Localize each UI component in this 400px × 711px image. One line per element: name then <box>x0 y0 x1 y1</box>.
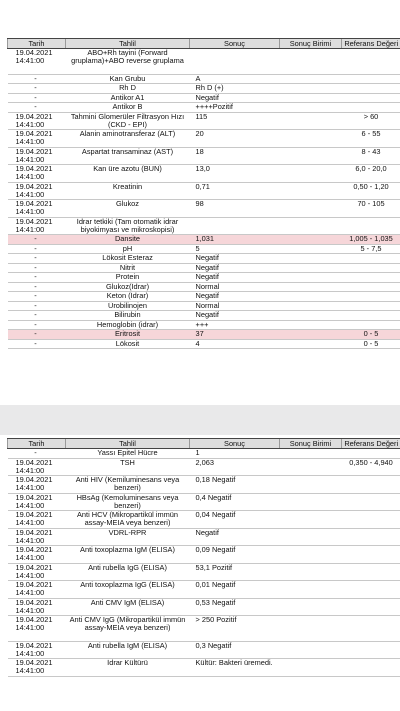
cell-result: 1,031 <box>190 235 280 245</box>
cell-reference <box>342 74 400 84</box>
cell-reference <box>342 449 400 459</box>
cell-date: - <box>8 235 66 245</box>
cell-date: - <box>8 74 66 84</box>
cell-result: Rh D (+) <box>190 84 280 94</box>
cell-reference: 0,50 - 1,20 <box>342 182 400 200</box>
header-test: Tahlil <box>66 39 190 49</box>
cell-test: Keton (İdrar) <box>66 292 190 302</box>
cell-result <box>190 49 280 75</box>
cell-reference <box>342 493 400 511</box>
table-row <box>8 641 400 659</box>
table-row <box>8 282 400 292</box>
cell-test: TSH <box>66 458 190 476</box>
cell-unit <box>280 254 342 264</box>
header-reference: Referans Değeri <box>342 39 400 49</box>
cell-unit <box>280 182 342 200</box>
table-row <box>8 292 400 302</box>
header-unit: Sonuç Birimi <box>280 439 342 449</box>
cell-reference <box>342 641 400 659</box>
cell-reference <box>342 581 400 599</box>
cell-result: 13,0 <box>190 165 280 183</box>
cell-test: ABO+Rh tayini (Forward gruplama)+ABO reverse gruplama <box>66 49 190 75</box>
cell-unit <box>280 49 342 75</box>
cell-date: 19.04.2021 14:41:00 <box>8 217 66 235</box>
table-row <box>8 235 400 245</box>
results-table-1 <box>7 38 400 349</box>
cell-date: 19.04.2021 14:41:00 <box>8 165 66 183</box>
cell-result: 37 <box>190 330 280 340</box>
cell-test: Lökosit Esteraz <box>66 254 190 264</box>
cell-unit <box>280 200 342 218</box>
table-row <box>8 311 400 321</box>
cell-date: 19.04.2021 14:41:00 <box>8 528 66 546</box>
table-row <box>8 301 400 311</box>
cell-reference <box>342 93 400 103</box>
cell-test: Anti CMV IgM (ELISA) <box>66 598 190 616</box>
cell-date: 19.04.2021 14:41:00 <box>8 49 66 75</box>
cell-test: Antikor A1 <box>66 93 190 103</box>
table-row <box>8 339 400 349</box>
cell-unit <box>280 339 342 349</box>
cell-unit <box>280 511 342 529</box>
cell-reference <box>342 511 400 529</box>
cell-reference: 1,005 - 1,035 <box>342 235 400 245</box>
header-unit: Sonuç Birimi <box>280 39 342 49</box>
table-row <box>8 598 400 616</box>
table-row <box>8 84 400 94</box>
cell-result: 4 <box>190 339 280 349</box>
cell-date: - <box>8 254 66 264</box>
cell-test: Rh D <box>66 84 190 94</box>
cell-unit <box>280 165 342 183</box>
cell-test: Anti HCV (Mikropartikül immün assay-MEIA veya benzeri) <box>66 511 190 529</box>
table-header <box>8 439 400 449</box>
cell-result: Negatif <box>190 263 280 273</box>
cell-reference <box>342 616 400 642</box>
cell-unit <box>280 476 342 494</box>
cell-reference <box>342 263 400 273</box>
table-row <box>8 546 400 564</box>
report-page-2 <box>0 435 400 711</box>
cell-unit <box>280 84 342 94</box>
cell-date: - <box>8 449 66 459</box>
table-row <box>8 330 400 340</box>
cell-date: - <box>8 301 66 311</box>
cell-result: 115 <box>190 112 280 130</box>
cell-unit <box>280 330 342 340</box>
cell-unit <box>280 103 342 113</box>
table-row <box>8 493 400 511</box>
cell-unit <box>280 244 342 254</box>
cell-test: Kan Grubu <box>66 74 190 84</box>
cell-test: Yassı Epitel Hücre <box>66 449 190 459</box>
cell-result: > 250 Pozitif <box>190 616 280 642</box>
cell-result: Negatif <box>190 292 280 302</box>
cell-result: 2,063 <box>190 458 280 476</box>
cell-reference <box>342 301 400 311</box>
cell-reference <box>342 598 400 616</box>
table-row <box>8 581 400 599</box>
cell-reference: > 60 <box>342 112 400 130</box>
cell-result: 98 <box>190 200 280 218</box>
cell-reference: 0 - 5 <box>342 330 400 340</box>
cell-reference: 5 - 7,5 <box>342 244 400 254</box>
cell-reference <box>342 103 400 113</box>
cell-result: 18 <box>190 147 280 165</box>
cell-date: 19.04.2021 14:41:00 <box>8 659 66 677</box>
cell-test: Eritrosit <box>66 330 190 340</box>
cell-result: ++++Pozitif <box>190 103 280 113</box>
cell-reference <box>342 273 400 283</box>
header-result: Sonuç <box>190 39 280 49</box>
cell-date: 19.04.2021 14:41:00 <box>8 598 66 616</box>
cell-result: 0,18 Negatif <box>190 476 280 494</box>
table-row <box>8 244 400 254</box>
cell-reference: 70 - 105 <box>342 200 400 218</box>
cell-unit <box>280 546 342 564</box>
results-table-2 <box>7 438 400 677</box>
cell-date: 19.04.2021 14:41:00 <box>8 200 66 218</box>
cell-test: Alanin aminotransferaz (ALT) <box>66 130 190 148</box>
cell-result: Negatif <box>190 528 280 546</box>
cell-date: 19.04.2021 14:41:00 <box>8 130 66 148</box>
cell-reference: 8 - 43 <box>342 147 400 165</box>
cell-result: 1 <box>190 449 280 459</box>
cell-date: 19.04.2021 14:41:00 <box>8 563 66 581</box>
cell-unit <box>280 458 342 476</box>
cell-test: Bilirubin <box>66 311 190 321</box>
cell-date: 19.04.2021 14:41:00 <box>8 546 66 564</box>
cell-test: Anti CMV IgG (Mikropartikül immün assay-MEIA veya benzeri) <box>66 616 190 642</box>
cell-reference <box>342 217 400 235</box>
table-row <box>8 511 400 529</box>
table-row <box>8 93 400 103</box>
cell-date: - <box>8 339 66 349</box>
cell-unit <box>280 235 342 245</box>
table-row <box>8 103 400 113</box>
cell-date: - <box>8 263 66 273</box>
cell-unit <box>280 263 342 273</box>
cell-test: pH <box>66 244 190 254</box>
table-row <box>8 217 400 235</box>
cell-result: 0,01 Negatif <box>190 581 280 599</box>
cell-test: Lökosit <box>66 339 190 349</box>
cell-test: Glukoz <box>66 200 190 218</box>
cell-test: VDRL-RPR <box>66 528 190 546</box>
cell-result: +++ <box>190 320 280 330</box>
cell-date: 19.04.2021 14:41:00 <box>8 182 66 200</box>
cell-result: 0,3 Negatif <box>190 641 280 659</box>
cell-result: Negatif <box>190 273 280 283</box>
cell-date: 19.04.2021 14:41:00 <box>8 458 66 476</box>
table-row <box>8 263 400 273</box>
header-date: Tarih <box>8 39 66 49</box>
cell-test: Hemoglobin (idrar) <box>66 320 190 330</box>
cell-result: 0,71 <box>190 182 280 200</box>
cell-test: Anti rubella IgG (ELISA) <box>66 563 190 581</box>
cell-test: Antikor B <box>66 103 190 113</box>
cell-unit <box>280 528 342 546</box>
cell-unit <box>280 93 342 103</box>
table-row <box>8 449 400 459</box>
table-row <box>8 616 400 642</box>
cell-date: 19.04.2021 14:41:00 <box>8 493 66 511</box>
cell-result: 0,04 Negatif <box>190 511 280 529</box>
table-row <box>8 254 400 264</box>
cell-date: - <box>8 311 66 321</box>
table-row <box>8 130 400 148</box>
cell-reference: 0 - 5 <box>342 339 400 349</box>
header-date: Tarih <box>8 439 66 449</box>
table-body <box>8 449 400 677</box>
cell-date: 19.04.2021 14:41:00 <box>8 511 66 529</box>
cell-unit <box>280 273 342 283</box>
cell-unit <box>280 74 342 84</box>
cell-test: Ürobilinojen <box>66 301 190 311</box>
cell-unit <box>280 563 342 581</box>
cell-date: - <box>8 93 66 103</box>
table-row <box>8 563 400 581</box>
cell-date: - <box>8 103 66 113</box>
table-row <box>8 182 400 200</box>
cell-test: Protein <box>66 273 190 283</box>
cell-reference <box>342 659 400 677</box>
cell-test: Anti toxoplazma IgG (ELISA) <box>66 581 190 599</box>
cell-unit <box>280 449 342 459</box>
table-row <box>8 74 400 84</box>
cell-test: İdrar tetkiki (Tam otomatik idrar biyokimyası ve mikroskopisi) <box>66 217 190 235</box>
table-row <box>8 458 400 476</box>
cell-date: - <box>8 292 66 302</box>
table-row <box>8 147 400 165</box>
cell-result: 53,1 Pozitif <box>190 563 280 581</box>
table-row <box>8 200 400 218</box>
table-row <box>8 112 400 130</box>
cell-unit <box>280 616 342 642</box>
cell-test: Glukoz(İdrar) <box>66 282 190 292</box>
cell-unit <box>280 217 342 235</box>
table-row <box>8 165 400 183</box>
table-body <box>8 49 400 349</box>
cell-test: HBsAg (Kemoluminesans veya benzeri) <box>66 493 190 511</box>
cell-result: 0,53 Negatif <box>190 598 280 616</box>
cell-unit <box>280 301 342 311</box>
cell-unit <box>280 641 342 659</box>
cell-reference <box>342 546 400 564</box>
cell-unit <box>280 493 342 511</box>
cell-result: Negatif <box>190 254 280 264</box>
cell-reference <box>342 254 400 264</box>
cell-result <box>190 217 280 235</box>
header-test: Tahlil <box>66 439 190 449</box>
cell-reference <box>342 292 400 302</box>
cell-reference: 6 - 55 <box>342 130 400 148</box>
cell-test: Aspartat transaminaz (AST) <box>66 147 190 165</box>
cell-unit <box>280 311 342 321</box>
cell-test: Anti HIV (Kemiluminesans veya benzeri) <box>66 476 190 494</box>
cell-unit <box>280 320 342 330</box>
cell-reference <box>342 282 400 292</box>
cell-unit <box>280 112 342 130</box>
cell-date: - <box>8 320 66 330</box>
cell-result: Kültür: Bakteri üremedi. <box>190 659 280 677</box>
cell-date: 19.04.2021 14:41:00 <box>8 112 66 130</box>
cell-result: Negatif <box>190 93 280 103</box>
cell-date: 19.04.2021 14:41:00 <box>8 581 66 599</box>
cell-result: 20 <box>190 130 280 148</box>
cell-reference <box>342 528 400 546</box>
cell-test: Tahmini Glomerüler Filtrasyon Hızı (CKD - EPI) <box>66 112 190 130</box>
cell-date: - <box>8 330 66 340</box>
cell-test: Nitrit <box>66 263 190 273</box>
cell-test: İdrar Kültürü <box>66 659 190 677</box>
cell-reference <box>342 320 400 330</box>
table-row <box>8 476 400 494</box>
cell-date: - <box>8 84 66 94</box>
cell-reference <box>342 49 400 75</box>
table-header <box>8 39 400 49</box>
cell-test: Kreatinin <box>66 182 190 200</box>
page-separator <box>0 405 400 435</box>
table-row <box>8 49 400 75</box>
cell-unit <box>280 147 342 165</box>
cell-unit <box>280 659 342 677</box>
cell-result: Normal <box>190 282 280 292</box>
cell-unit <box>280 282 342 292</box>
cell-date: 19.04.2021 14:41:00 <box>8 641 66 659</box>
cell-test: Anti toxoplazma IgM (ELISA) <box>66 546 190 564</box>
cell-reference <box>342 476 400 494</box>
cell-reference <box>342 311 400 321</box>
cell-reference <box>342 563 400 581</box>
header-reference: Referans Değeri <box>342 439 400 449</box>
cell-date: - <box>8 282 66 292</box>
cell-test: Anti rubella IgM (ELISA) <box>66 641 190 659</box>
cell-reference <box>342 84 400 94</box>
cell-date: 19.04.2021 14:41:00 <box>8 616 66 642</box>
table-row <box>8 320 400 330</box>
cell-result: 5 <box>190 244 280 254</box>
cell-date: 19.04.2021 14:41:00 <box>8 147 66 165</box>
cell-unit <box>280 292 342 302</box>
cell-reference: 0,350 - 4,940 <box>342 458 400 476</box>
cell-unit <box>280 581 342 599</box>
table-row <box>8 273 400 283</box>
cell-test: Kan üre azotu (BUN) <box>66 165 190 183</box>
cell-result: 0,09 Negatif <box>190 546 280 564</box>
cell-date: - <box>8 244 66 254</box>
cell-result: Negatif <box>190 311 280 321</box>
cell-unit <box>280 598 342 616</box>
table-row <box>8 659 400 677</box>
cell-result: A <box>190 74 280 84</box>
cell-result: 0,4 Negatif <box>190 493 280 511</box>
cell-date: - <box>8 273 66 283</box>
cell-date: 19.04.2021 14:41:00 <box>8 476 66 494</box>
cell-unit <box>280 130 342 148</box>
cell-result: Normal <box>190 301 280 311</box>
header-result: Sonuç <box>190 439 280 449</box>
table-row <box>8 528 400 546</box>
cell-reference: 6,0 - 20,0 <box>342 165 400 183</box>
cell-test: Dansite <box>66 235 190 245</box>
